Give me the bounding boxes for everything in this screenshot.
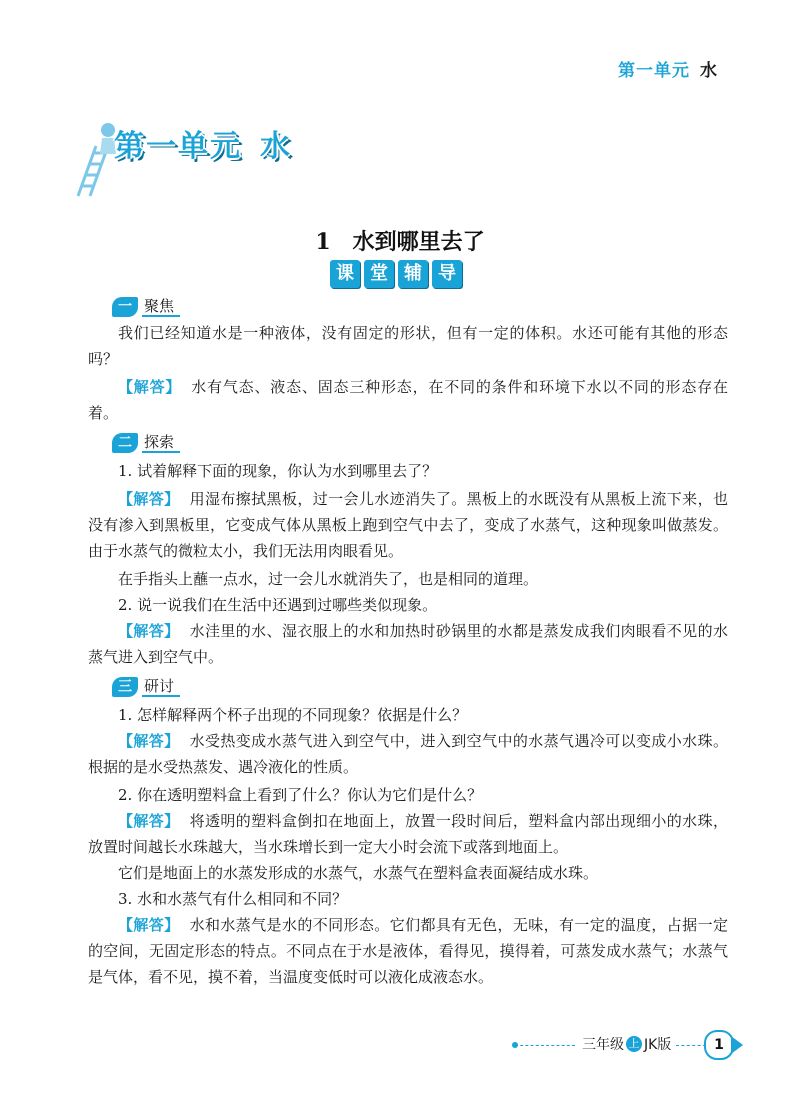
- answer-text: 水有气态、液态、固态三种形态，在不同的条件和环境下水以不同的形态存在着。: [88, 378, 728, 422]
- lesson-title: [0, 225, 800, 256]
- page-number: 1: [704, 1030, 734, 1060]
- answer-text: 将透明的塑料盒倒扣在地面上，放置一段时间后，塑料盒内部出现细小的水珠，放置时间越长水珠越大，当水珠增长到一定大小时会流下或落到地面上。: [88, 812, 728, 856]
- section-number: 三: [112, 677, 138, 697]
- answer-label: 【解答】: [118, 378, 182, 396]
- ketang-char: 堂: [364, 260, 394, 288]
- answer-label: 【解答】: [118, 732, 180, 750]
- footer-term: 上: [626, 1036, 642, 1052]
- header-unit: 第一单元: [618, 61, 690, 81]
- footer-edition: JK版: [644, 1037, 672, 1053]
- unit-banner: [114, 124, 310, 170]
- section-label: 探索: [142, 433, 180, 453]
- running-header: [618, 56, 718, 81]
- discuss-question-3: 3. 水和水蒸气有什么相同和不同？: [118, 890, 348, 908]
- explore-question-2: 2. 说一说我们在生活中还遇到过哪些类似现象。: [118, 596, 438, 614]
- answer-label: 【解答】: [118, 490, 180, 508]
- answer-label: 【解答】: [118, 812, 180, 830]
- explore-answer-1: [88, 486, 728, 564]
- discuss-answer-2-extra: 它们是地面上的水蒸发形成的水蒸气，水蒸气在塑料盒表面凝结成水珠。: [118, 864, 599, 882]
- explore-answer-2: [88, 618, 728, 670]
- answer-text: 水受热变成水蒸气进入到空气中，进入到空气中的水蒸气遇冷可以变成小水珠。根据的是水受热蒸发、遇冷液化的性质。: [88, 732, 728, 776]
- page-arrow-icon: [731, 1036, 743, 1054]
- answer-text: 水和水蒸气是水的不同形态。它们都具有无色，无味，有一定的温度，占据一定的空间，无固定形态的特点。不同点在于水是液体，看得见，摸得着，可蒸发成水蒸气；水蒸气是气体，看不见，摸不着，当温度变低时可以液化成液态水。: [88, 916, 728, 986]
- banner-unit: 第一单元: [114, 129, 242, 164]
- section-number: 二: [112, 433, 138, 453]
- section-explore-heading: [112, 432, 180, 454]
- discuss-answer-3: [88, 912, 728, 990]
- banner-topic: 水: [260, 129, 292, 164]
- explore-question-1: 1. 试着解释下面的现象，你认为水到哪里去了？: [118, 462, 438, 480]
- ketang-badge: [330, 260, 462, 288]
- ketang-char: 导: [432, 260, 462, 288]
- footer-grade: [582, 1034, 671, 1054]
- lesson-title-text: 水到哪里去了: [352, 230, 485, 255]
- section-focus-heading: [112, 296, 180, 318]
- section-discuss-heading: [112, 676, 180, 698]
- discuss-question-2: 2. 你在透明塑料盒上看到了什么？你认为它们是什么？: [118, 786, 483, 804]
- footer-divider: [515, 1045, 575, 1046]
- answer-label: 【解答】: [118, 622, 180, 640]
- section-number: 一: [112, 297, 138, 317]
- explore-answer-1-extra: 在手指头上蘸一点水，过一会儿水就消失了，也是相同的道理。: [118, 570, 539, 588]
- ketang-char: 课: [330, 260, 360, 288]
- answer-text: 水洼里的水、湿衣服上的水和加热时砂锅里的水都是蒸发成我们肉眼看不见的水蒸气进入到空气中。: [88, 622, 728, 666]
- answer-label: 【解答】: [118, 916, 180, 934]
- focus-answer: [88, 374, 728, 426]
- focus-intro: 我们已经知道水是一种液体，没有固定的形状，但有一定的体积。水还可能有其他的形态吗？: [88, 324, 728, 368]
- ketang-char: 辅: [398, 260, 428, 288]
- header-topic: 水: [700, 61, 718, 81]
- discuss-question-1: 1. 怎样解释两个杯子出现的不同现象？依据是什么？: [118, 706, 468, 724]
- section-label: 聚焦: [142, 297, 180, 317]
- footer-grade-text: 三年级: [582, 1037, 624, 1053]
- section-label: 研讨: [142, 677, 180, 697]
- lesson-number: 1: [315, 229, 331, 255]
- discuss-answer-2: [88, 808, 728, 860]
- footer-divider: [676, 1045, 706, 1046]
- discuss-answer-1: [88, 728, 728, 780]
- answer-text: 用湿布擦拭黑板，过一会儿水迹消失了。黑板上的水既没有从黑板上流下来，也没有渗入到黑板里，它变成气体从黑板上跑到空气中去了，变成了水蒸气，这种现象叫做蒸发。由于水蒸气的微粒太小，我们无法用肉眼看见。: [88, 490, 728, 560]
